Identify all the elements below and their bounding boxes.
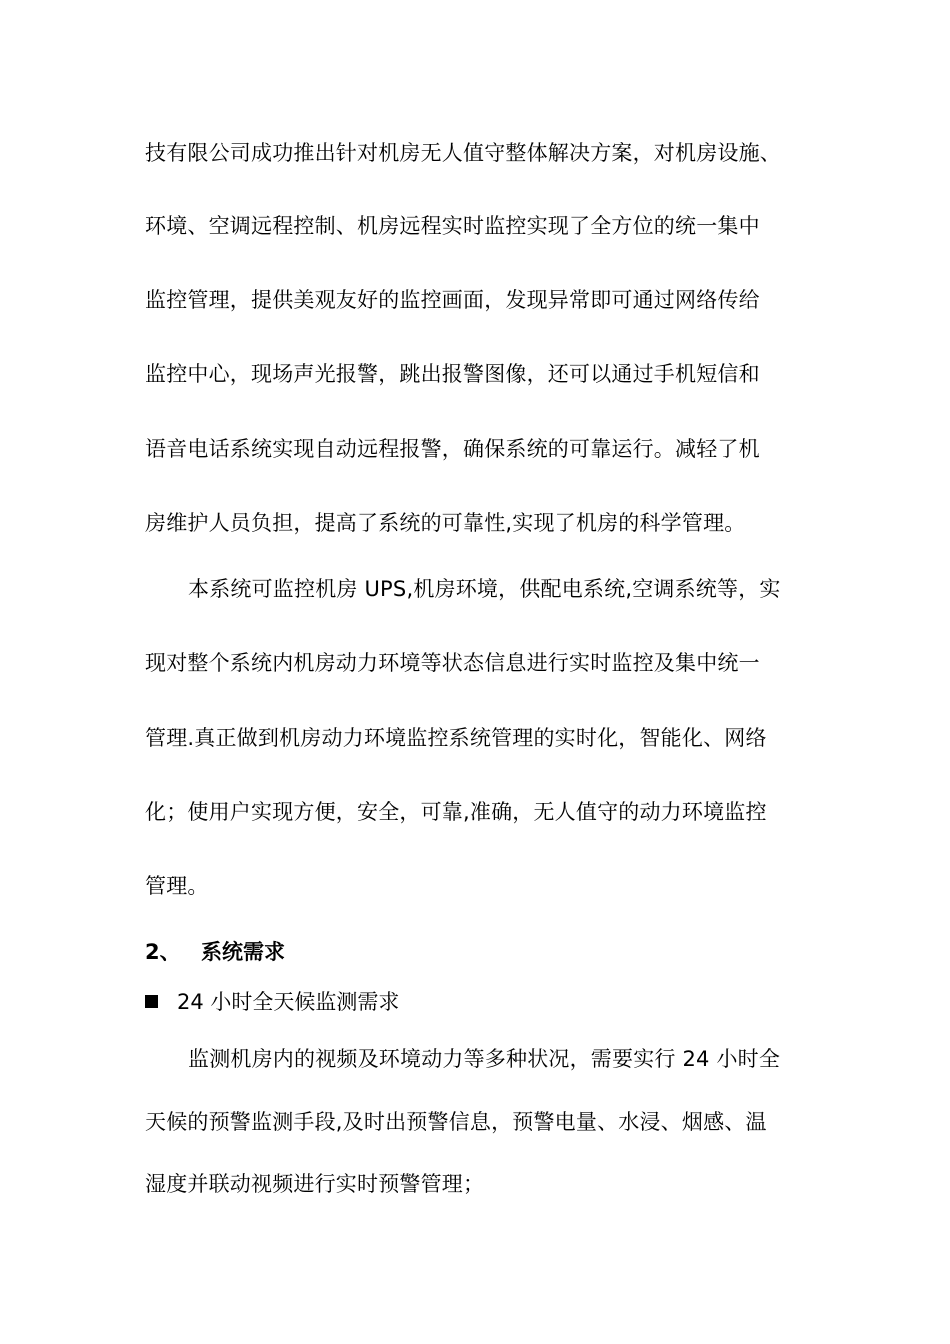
paragraph-line: 监测机房内的视频及环境动力等多种状况，需要实行 24 小时全 (188, 1047, 781, 1071)
paragraph-line: 现对整个系统内机房动力环境等状态信息进行实时监控及集中统一 (145, 651, 760, 675)
square-bullet-icon (145, 995, 158, 1008)
paragraph-line: 化；使用户实现方便，安全，可靠,准确，无人值守的动力环境监控 (145, 800, 767, 824)
bullet-text: 24 小时全天候监测需求 (177, 990, 400, 1014)
paragraph-line: 环境、空调远程控制、机房远程实时监控实现了全方位的统一集中 (145, 214, 760, 238)
paragraph-line: 监控中心，现场声光报警，跳出报警图像，还可以通过手机短信和 (145, 362, 760, 386)
section-heading (145, 937, 285, 967)
section-number: 2、 (145, 940, 181, 964)
paragraph-line: 语音电话系统实现自动远程报警，确保系统的可靠运行。减轻了机 (145, 437, 760, 461)
paragraph-line: 房维护人员负担，提高了系统的可靠性,实现了机房的科学管理。 (145, 511, 746, 535)
paragraph-line: 技有限公司成功推出针对机房无人值守整体解决方案，对机房设施、 (145, 141, 781, 165)
paragraph-line: 管理。 (145, 874, 209, 898)
paragraph-line: 管理.真正做到机房动力环境监控系统管理的实时化，智能化、网络 (145, 726, 767, 750)
paragraph-line: 监控管理，提供美观友好的监控画面，发现异常即可通过网络传给 (145, 288, 760, 312)
paragraph-line: 本系统可监控机房 UPS,机房环境，供配电系统,空调系统等，实 (188, 577, 781, 601)
bullet-item (145, 987, 399, 1017)
paragraph-line: 天候的预警监测手段,及时出预警信息，预警电量、水浸、烟感、温 (145, 1110, 767, 1134)
section-title: 系统需求 (201, 940, 285, 964)
paragraph-line: 湿度并联动视频进行实时预警管理； (145, 1172, 485, 1196)
